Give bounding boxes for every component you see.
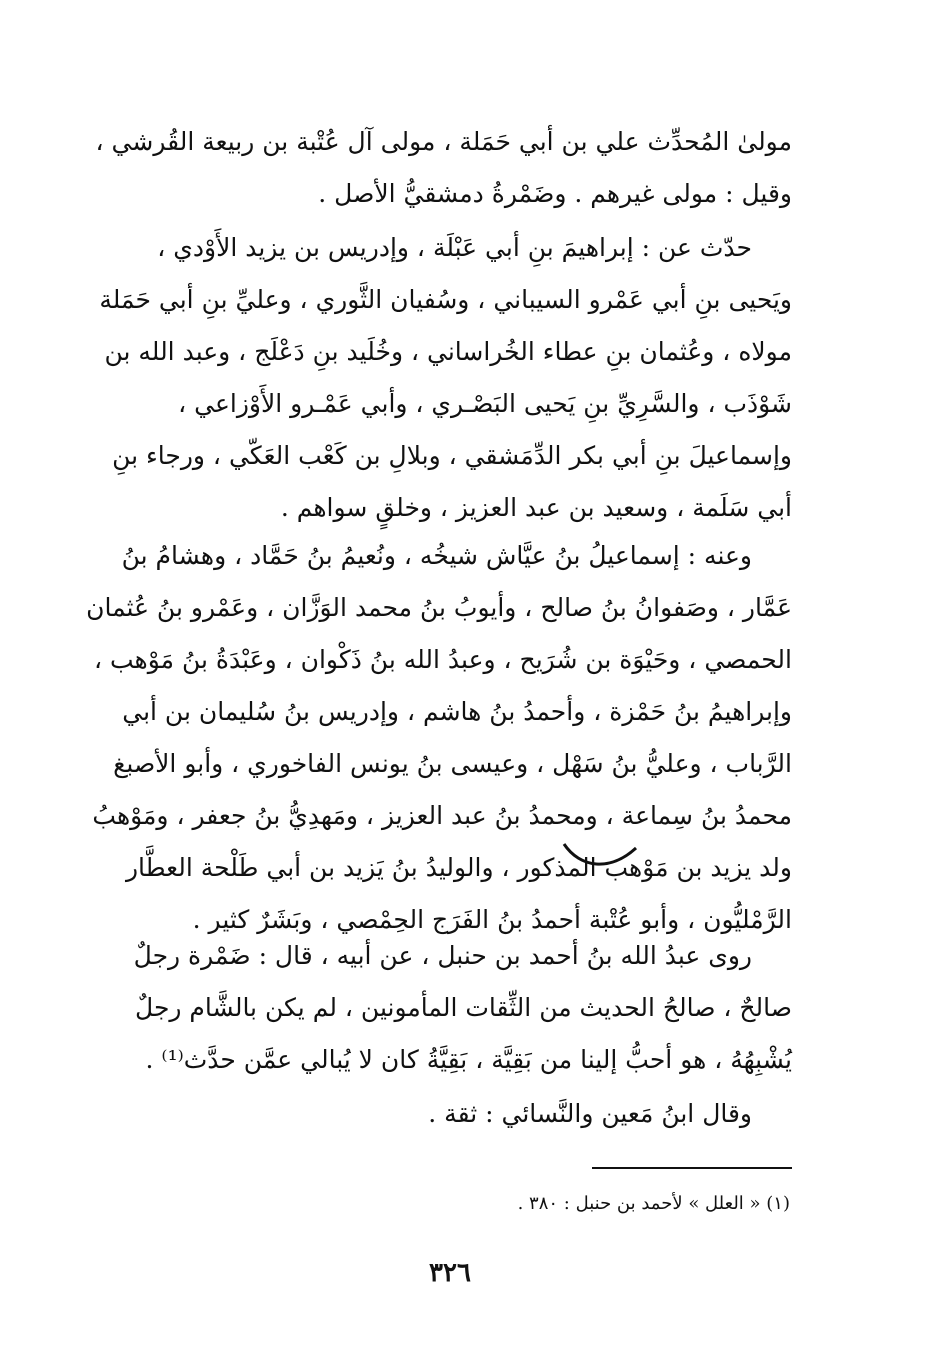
text-line: وعنه : إسماعيلُ بنُ عيَّاش شيخُه ، ونُعيمُ بنُ حَمَّاد ، وهشامُ بنُ: [121, 541, 752, 570]
text-line: وإبراهيمُ بنُ حَمْزة ، وأحمدُ بنُ هاشم ، وإدريس بنُ سُليمان بن أبي: [122, 697, 792, 726]
text-line: يُشْبِهُهُ ، هو أحبُّ إلينا من بَقِيَّة ، بَقِيَّةُ كان لا يُبالي عمَّن حدَّث⁽¹⁾ .: [145, 1045, 792, 1074]
paragraph-ibn-main: [128, 1088, 792, 1140]
text-line: أبي سَلَمة ، وسعيد بن عبد العزيز ، وخلقٍ سواهم .: [280, 493, 792, 522]
text-line: ولد يزيد بن مَوْهب المذكور ، والوليدُ بنُ يَزيد بن أبي طَلْحة العطَّار: [125, 853, 792, 882]
text-line: وقيل : مولى غيرهم . وضَمْرةُ دمشقيُّ الأصل .: [318, 179, 792, 208]
text-line: محمدُ بنُ سِماعة ، ومحمدُ بنُ عبد العزيز ، ومَهدِيُّ بنُ جعفر ، ومَوْهبُ: [92, 801, 792, 830]
text-line: الرَّباب ، وعليُّ بنُ سَهْل ، وعيسى بنُ يونس الفاخوري ، وأبو الأصبغ: [113, 749, 792, 778]
handwritten-mark-icon: [560, 838, 640, 878]
text-line: شَوْذَب ، والسَّرِيِّ بنِ يَحيى البَصْـري ، وأبي عَمْـرو الأَوْزاعي ،: [178, 389, 792, 418]
text-line: عَمَّار ، وصَفوانُ بنُ صالح ، وأيوبُ بنُ محمد الوَزَّان ، وعَمْرو بنُ عُثمان: [86, 593, 792, 622]
text-line: روى عبدُ الله بنُ أحمد بن حنبل ، عن أبيه ، قال : ضَمْرة رجلٌ: [133, 941, 752, 970]
text-line: وقال ابنُ مَعين والنَّسائي : ثقة .: [428, 1099, 752, 1128]
paragraph-ahmad-quote: [128, 930, 792, 1086]
paragraph-narrated-from: [99, 222, 792, 534]
paragraph-narrators-from-him: [86, 530, 792, 946]
page-number: ٣٢٦: [429, 1258, 471, 1288]
text-line: الرَّمْليُّون ، وأبو عُتْبة أحمدُ بنُ الفَرَج الحِمْصي ، وبَشَرٌ كثير .: [192, 905, 792, 934]
text-line: ويَحيى بنِ أبي عَمْرو السيباني ، وسُفيان الثَّوري ، وعليِّ بنِ أبي حَمَلة: [99, 285, 792, 314]
text-line: وإسماعيلَ بنِ أبي بكر الدِّمَشقي ، وبلالِ بن كَعْب العَكّي ، ورجاء بنِ: [112, 441, 792, 470]
text-line: الحمصي ، وحَيْوَة بن شُرَيح ، وعبدُ الله بنُ ذَكْوان ، وعَبْدَةُ بنُ مَوْهب ،: [93, 645, 792, 674]
footnote: (١) « العلل » لأحمد بن حنبل : ٣٨٠ .: [517, 1193, 790, 1214]
footnote-divider: [592, 1167, 792, 1169]
text-line: مولاه ، وعُثمان بنِ عطاء الخُراساني ، وخُلَيد بنِ دَعْلَج ، وعبد الله بن: [104, 337, 792, 366]
text-line: صالحٌ ، صالحُ الحديث من الثِّقات المأمونين ، لم يكن بالشَّام رجلٌ: [135, 993, 792, 1022]
text-line: مولىٰ المُحدِّث علي بن أبي حَمَلة ، مولى آل عُتْبة بن ربيعة القُرشي ،: [95, 127, 792, 156]
text-line: حدّث عن : إبراهيمَ بنِ أبي عَبْلَة ، وإدريس بن يزيد الأَوْدي ،: [157, 233, 752, 262]
paragraph-origin: [95, 116, 792, 220]
